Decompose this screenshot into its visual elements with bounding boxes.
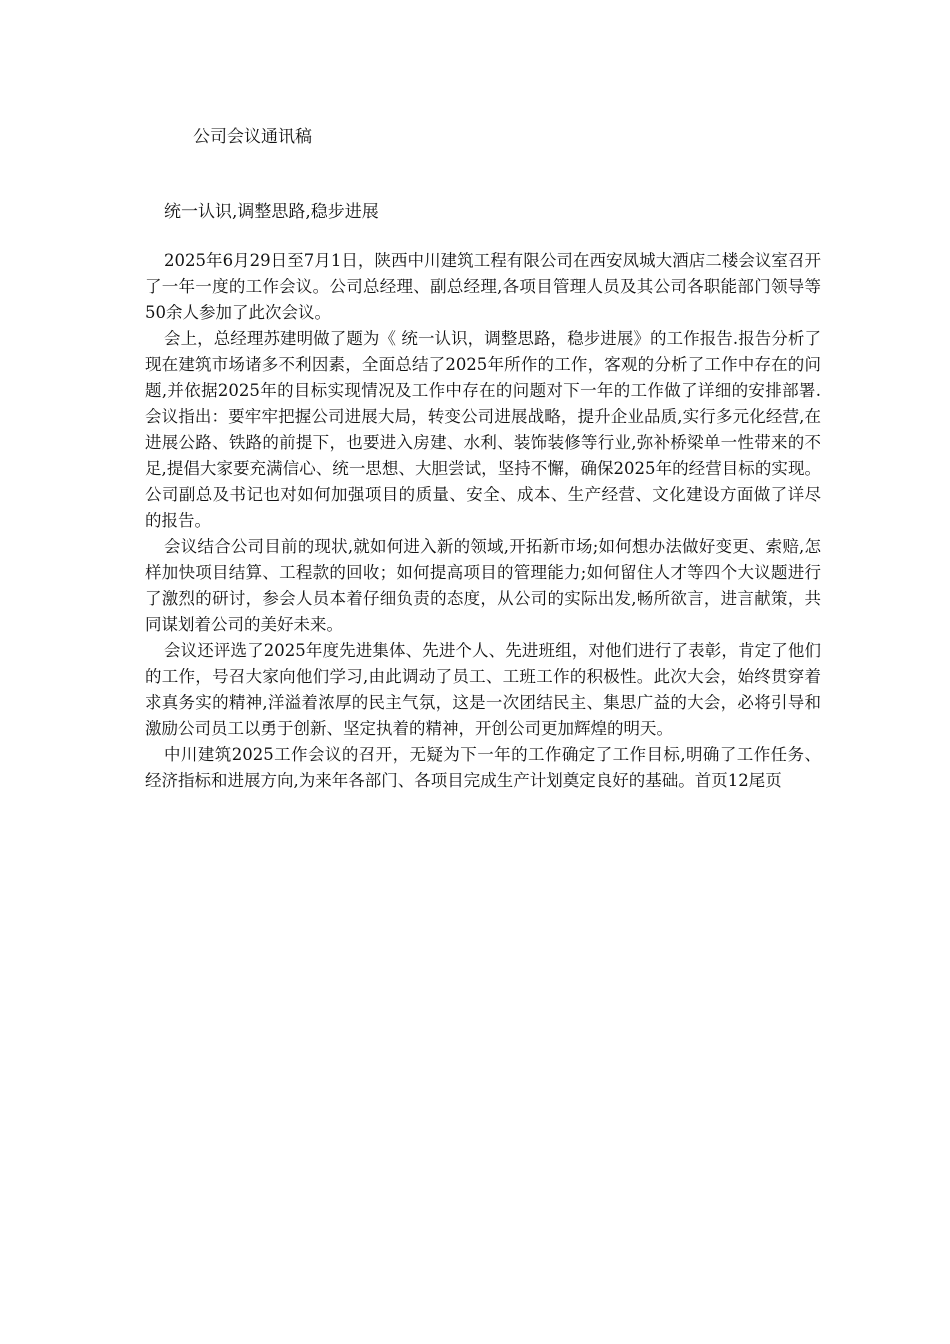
document-subtitle: 统一认识,调整思路,稳步进展: [164, 202, 379, 222]
paragraph-conclusion: 中川建筑2025工作会议的召开，无疑为下一年的工作确定了工作目标,明确了工作任务、经济指标和进展方向,为来年各部门、各项目完成生产计划奠定良好的基础。首页12尾页: [145, 745, 821, 790]
document-body: [145, 248, 821, 794]
document-title: 公司会议通讯稿: [193, 127, 312, 147]
paragraph-meeting-intro: 2025年6月29日至7月1日，陕西中川建筑工程有限公司在西安凤城大酒店二楼会议室召开了一年一度的工作会议。公司总经理、副总经理,各项目管理人员及其公司各职能部门领导等50余人参加了此次会议。: [145, 251, 821, 322]
paragraph-discussion-topics: 会议结合公司目前的现状,就如何进入新的领域,开拓新市场;如何想办法做好变更、索赔,怎样加快项目结算、工程款的回收；如何提高项目的管理能力;如何留住人才等四个大议题进行了激烈的研讨，参会人员本着仔细负责的态度，从公司的实际出发,畅所欲言，进言献策，共同谋划着公司的美好未来。: [145, 537, 821, 634]
paragraph-awards: 会议还评选了2025年度先进集体、先进个人、先进班组，对他们进行了表彰，肯定了他们的工作，号召大家向他们学习,由此调动了员工、工班工作的积极性。此次大会，始终贯穿着求真务实的精神,洋溢着浓厚的民主气氛，这是一次团结民主、集思广益的大会，必将引导和激励公司员工以勇于创新、坚定执着的精神，开创公司更加辉煌的明天。: [145, 641, 821, 738]
paragraph-work-report: 会上，总经理苏建明做了题为《 统一认识，调整思路，稳步进展》的工作报告.报告分析了现在建筑市场诸多不利因素，全面总结了2025年所作的工作，客观的分析了工作中存在的问题,并依据2025年的目标实现情况及工作中存在的问题对下一年的工作做了详细的安排部署.会议指出：要牢牢把握公司进展大局，转变公司进展战略，提升企业品质,实行多元化经营,在进展公路、铁路的前提下，也要进入房建、水利、装饰装修等行业,弥补桥梁单一性带来的不足,提倡大家要充满信心、统一思想、大胆尝试，坚持不懈，确保2025年的经营目标的实现。公司副总及书记也对如何加强项目的质量、安全、成本、生产经营、文化建设方面做了详尽的报告。: [145, 329, 821, 530]
